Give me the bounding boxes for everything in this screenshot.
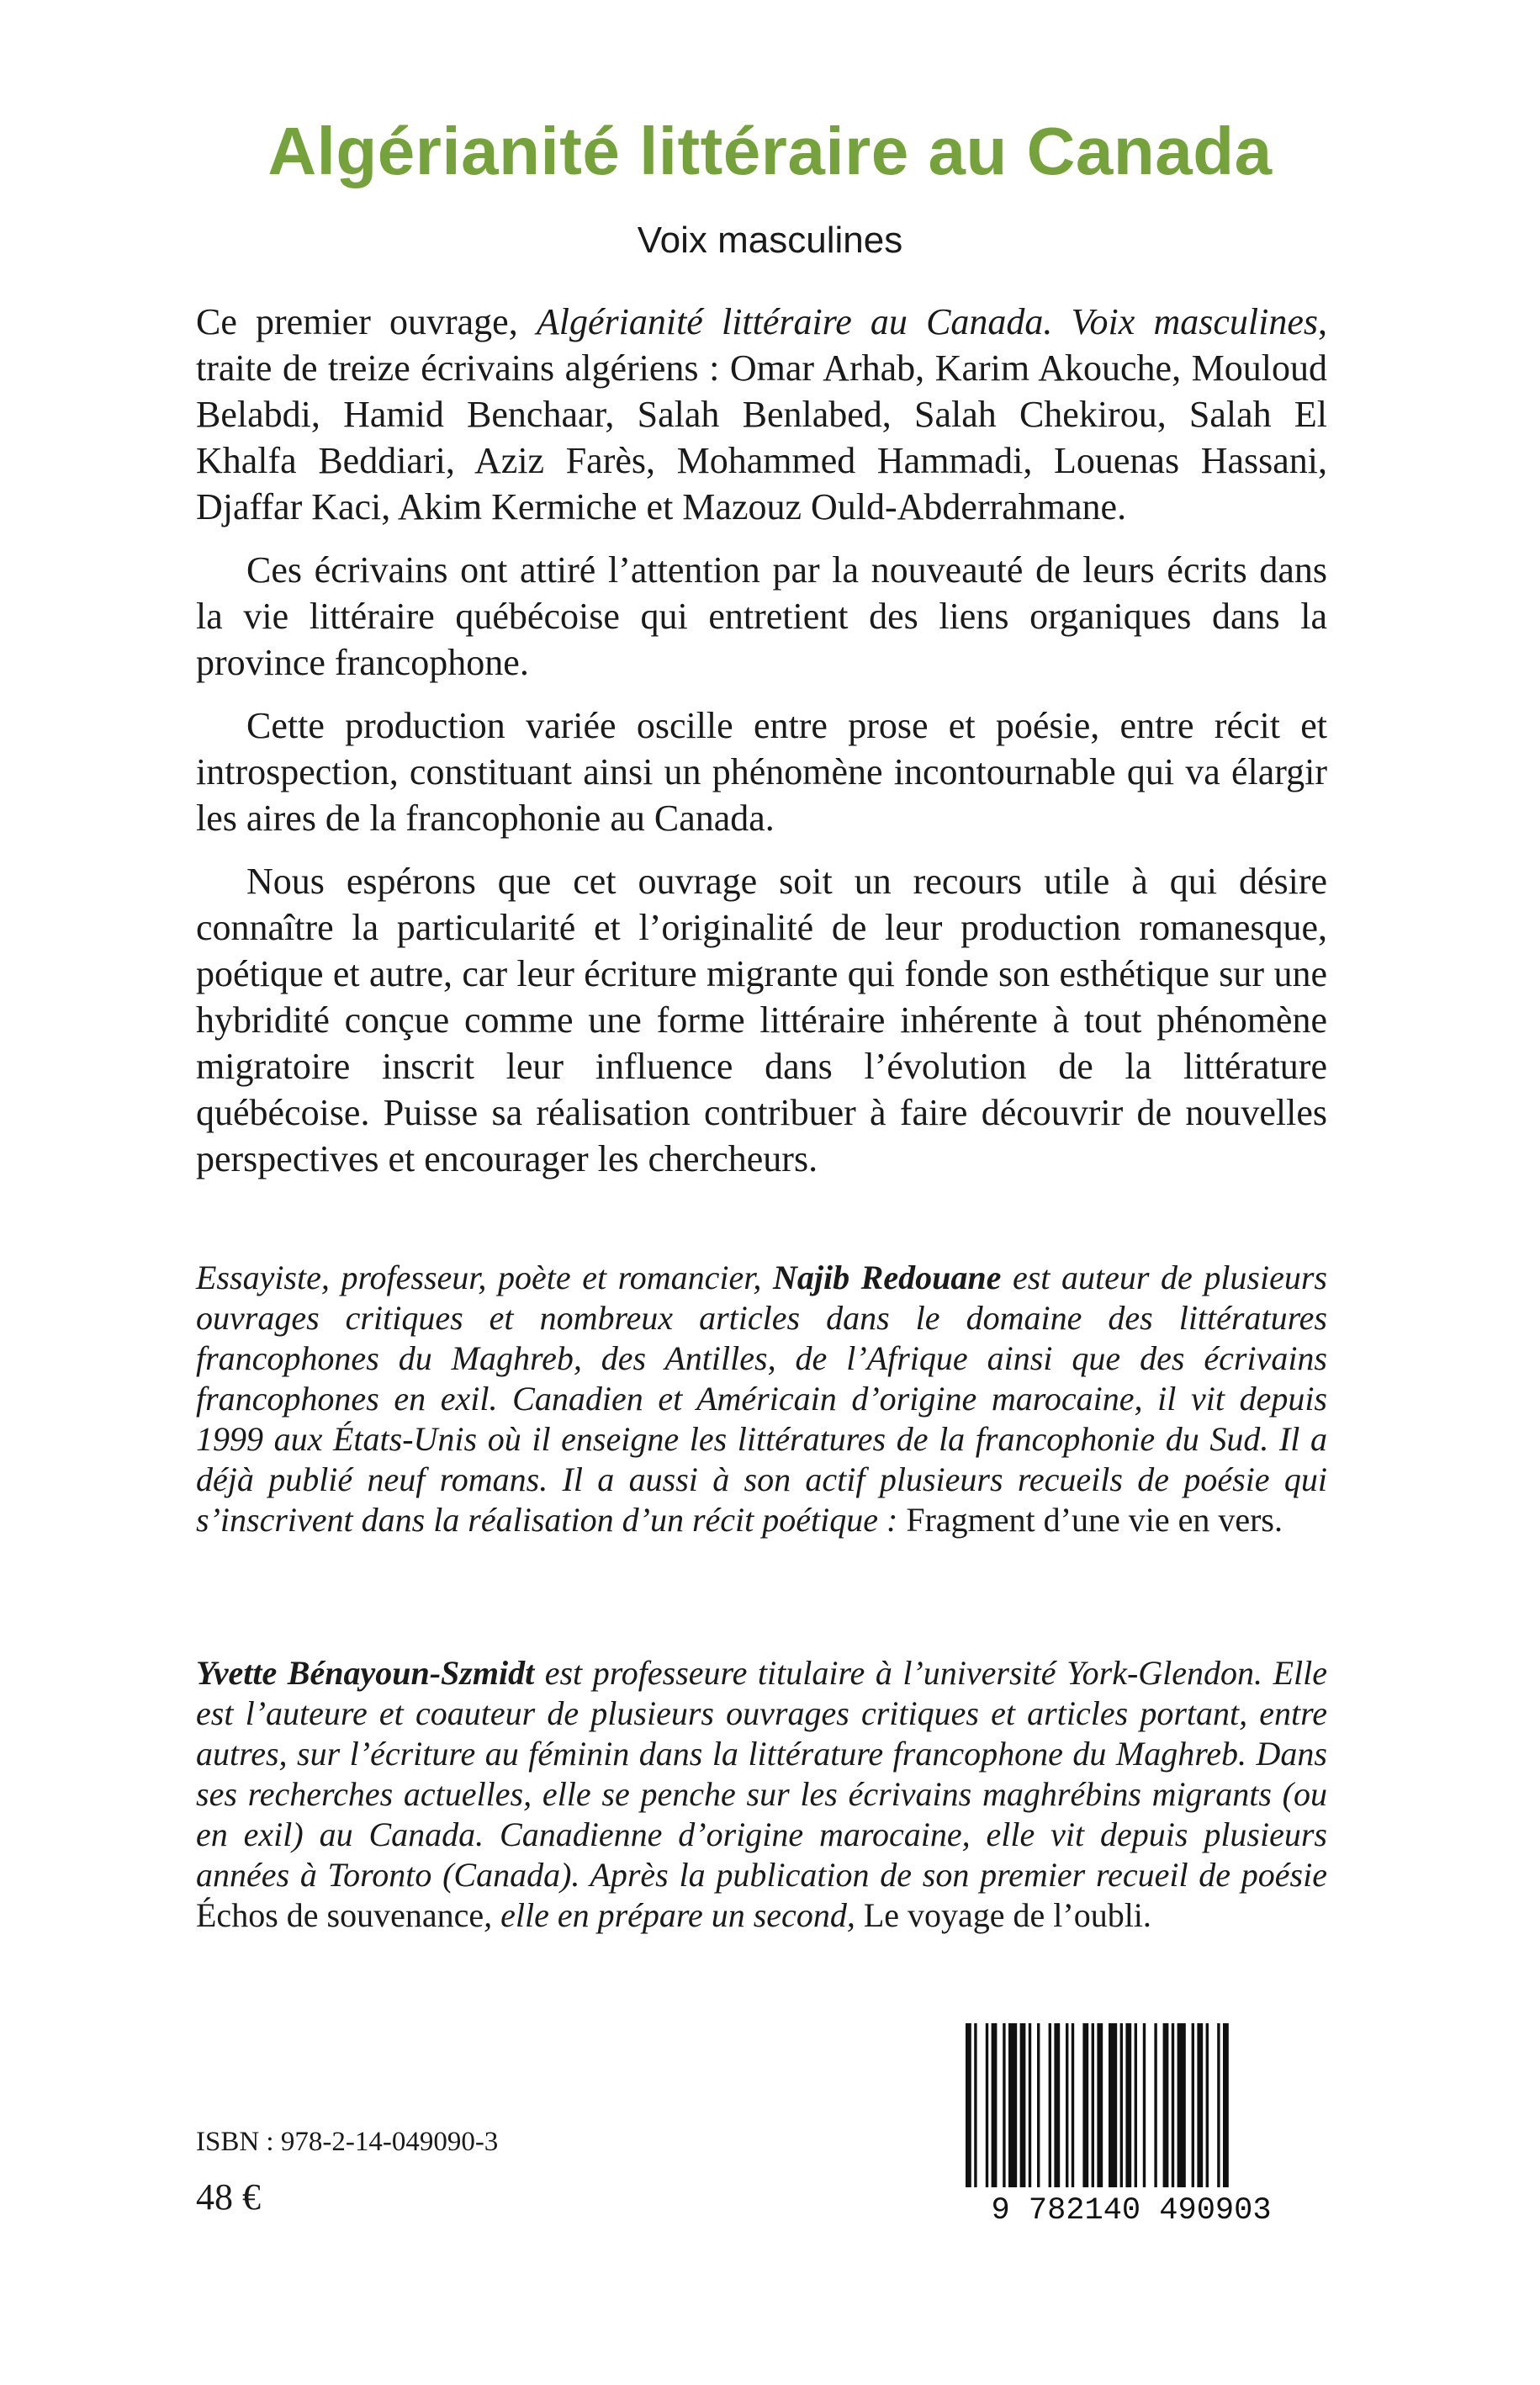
barcode-bar [1072,2023,1074,2187]
summary-p1-intro: Ce premier ouvrage, [196,301,537,342]
barcode-bar [966,2023,971,2187]
bio-benayoun-name: Yvette Bénayoun-Szmidt [196,1654,535,1692]
author-bio-redouane [196,1258,1327,1540]
barcode-digits: 9 782140 490903 [991,2193,1272,2225]
barcode-bar [1217,2023,1220,2187]
book-title: Algérianité littéraire au Canada [267,114,1273,188]
summary-paragraph-1 [196,299,1327,530]
barcode-bar [1223,2023,1229,2187]
barcode-bar [992,2023,998,2187]
barcode-bar [1120,2023,1123,2187]
bio-redouane-text: est auteur de plusieurs ouvrages critiques et nombreux articles dans le domaine des littératures francophones du Maghreb, des Antilles, de l’Afrique ainsi que des écrivains francophones en exil. Canadien et Américain d’origine marocaine, il vit depuis 1999 aux États-Unis où il enseigne les littératures de la francophonie du Sud. Il a déjà publié neuf romans. Il a aussi à son actif plusieurs recueils de poésie qui s’inscrivent dans la réalisation d’un récit poétique : [196,1259,1327,1539]
author-bio-benayoun [196,1653,1327,1936]
summary-paragraph-3: Cette production variée oscille entre prose et poésie, entre récit et introspection, constituant ainsi un phénomène incontournable qui va élargir les aires de la francophonie au Canada. [196,705,1327,839]
barcode-bar [1163,2023,1169,2187]
barcode-bar [1109,2023,1117,2187]
summary-text [196,299,1327,1199]
barcode-bar [1020,2023,1026,2187]
barcode-bar [1125,2023,1131,2187]
summary-paragraph-2: Ces écrivains ont attiré l’attention par la nouveauté de leurs écrits dans la vie littéraire québécoise qui entretient des liens organiques dans la province francophone. [196,549,1327,683]
barcode-bar [986,2023,988,2187]
isbn: ISBN : 978-2-14-049090-3 [196,2127,499,2157]
barcode-bar [1197,2023,1203,2187]
barcode-bars [966,2023,1229,2187]
price: 48 € [196,2176,261,2218]
bio-benayoun-text: est professeure titulaire à l’université York-Glendon. Elle est l’auteure et coauteur de plusieurs ouvrages critiques et articles portant, entre autres, sur l’écriture au féminin dans la littérature francophone du Maghreb. Dans ses recherches actuelles, elle se penche sur les écrivains maghrébins migrants (ou en exil) au Canada. Canadienne d’origine marocaine, elle vit depuis plusieurs années à Toronto (Canada). Après la publication de son premier recueil de poésie [196,1654,1327,1894]
barcode-bar [1206,2023,1209,2187]
barcode-bar [1008,2023,1017,2187]
barcode-bar [1192,2023,1194,2187]
barcode-bar [1029,2023,1031,2187]
bio-benayoun-work1: Échos de souvenance [196,1896,484,1934]
barcode [950,2023,1312,2225]
barcode-bar [1097,2023,1103,2187]
barcode-bar [974,2023,976,2187]
barcode-bar [1049,2023,1051,2187]
barcode-bar [1082,2023,1088,2187]
summary-p1-book-title: Algérianité littéraire au Canada. Voix masculines [536,301,1318,342]
summary-paragraph-4: Nous espérons que cet ouvrage soit un recours utile à qui désire connaître la particularité et l’originalité de leur production romanesque, poétique et autre, car leur écriture migrante qui fonde son esthétique sur une hybridité conçue comme une forme littéraire inhérente à tout phénomène migratoire inscrit leur influence dans l’évolution de la littérature québécoise. Puisse sa réalisation contribuer à faire découvrir de nouvelles perspectives et encourager les chercheurs. [196,861,1327,1179]
barcode-bar [1092,2023,1094,2187]
barcode-bar [1154,2023,1156,2187]
bio-benayoun-work2: Le voyage de l’oubli. [863,1896,1151,1934]
barcode-bar [1066,2023,1068,2187]
barcode-bar [1054,2023,1060,2187]
bio-redouane-name: Najib Redouane [772,1259,1002,1296]
summary-p1-rest: , traite de treize écrivains algériens : Omar Arhab, Karim Akouche, Mouloud Belabdi, Hamid Benchaar, Salah Benlabed, Salah Chekirou, Salah El Khalfa Beddiari, Aziz Farès, Mohammed Hammadi, Louenas Hassani, Djaffar Kaci, Akim Kermiche et Mazouz Ould-Abderrahmane. [196,301,1327,527]
barcode-bar [1172,2023,1174,2187]
barcode-bar [1177,2023,1186,2187]
barcode-bar [1037,2023,1040,2187]
barcode-bar [1135,2023,1137,2187]
bio-redouane-pre: Essayiste, professeur, poète et romancier, [196,1259,773,1296]
bio-redouane-work: Fragment d’une vie en vers. [906,1501,1283,1539]
barcode-bar [1143,2023,1146,2187]
book-subtitle: Voix masculines [637,220,903,261]
bio-benayoun-mid: , elle en prépare un second, [484,1896,864,1934]
barcode-bar [1003,2023,1005,2187]
